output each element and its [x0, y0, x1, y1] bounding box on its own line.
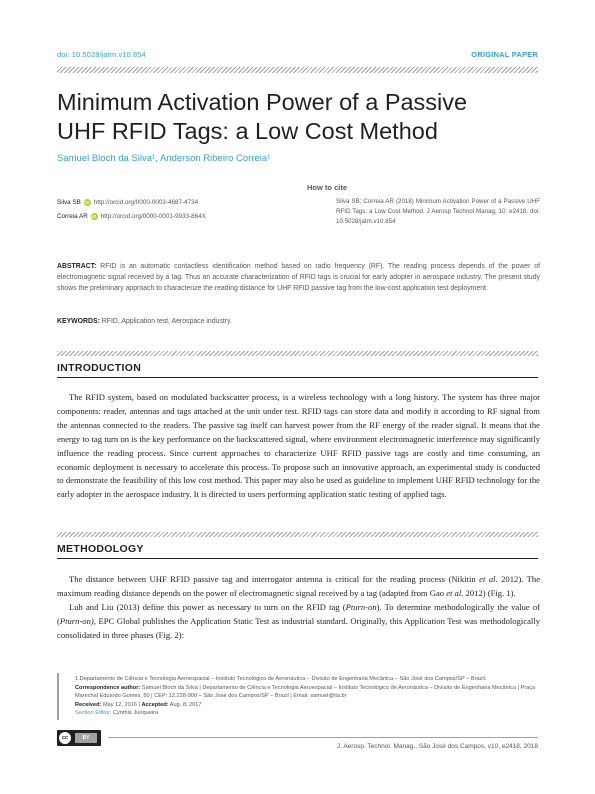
orcid-author-name: Correia AR	[57, 212, 88, 220]
methodology-paragraph-1	[57, 573, 540, 601]
footnotes	[75, 675, 540, 718]
text-run: 2012) (Fig. 1).	[463, 587, 516, 598]
correspondence-label: Correspondence author:	[75, 684, 141, 691]
keywords-label: KEYWORDS:	[57, 318, 100, 325]
introduction-body	[57, 391, 540, 502]
keywords-text: RFID, Application test, Aerospace industry.	[101, 318, 232, 325]
methodology-heading: METHODOLOGY	[57, 543, 144, 555]
accepted-date: Aug. 8, 2017	[169, 701, 202, 708]
author-list: Samuel Bloch da Silva¹, Anderson Ribeiro Correia¹	[57, 153, 271, 164]
correspondence-footnote	[75, 684, 540, 701]
text-run: Luh and Liu (2013) define this power as necessary to turn on the RFID tag (	[69, 601, 346, 612]
section-hatch-rule	[57, 351, 538, 356]
cc-icon: cc	[59, 732, 71, 744]
text-run: , EPC Global publishes the Application Static Test as industrial standard. Originally, this Application Test was methodologically consolidated in three phases (Fig. 2):	[57, 615, 540, 640]
abstract	[57, 262, 540, 294]
paper-type-label: ORIGINAL PAPER	[471, 50, 538, 59]
citation-text: Silva SB; Correia AR (2018) Minimum Activation Power of a Passive UHF RFID Tags: a Low Cost Method. J Aerosp Technol Manag, 10: e2418. doi: 10.5028/jatm.v10.854	[336, 198, 540, 225]
section-underline	[57, 377, 538, 378]
section-editor-name: Cynthia Junqueira	[112, 710, 159, 717]
correspondence-text: Samuel Bloch da Silva | Departamento de Ciência e Tecnologia Aeroespacial – Instituto Tecnológico de Aeronáutica – Divisão de Engenharia Mecânica | Praça Marechal Eduardo Gomes, 50 | CEP: 12.228-900 – São José dos Campos/SP – Brazil | Email: samuel@ita.br	[75, 684, 536, 700]
abstract-label: ABSTRACT:	[57, 263, 97, 270]
dates-footnote: Received: May 12, 2016 | Accepted: Aug. 8, 2017	[75, 701, 202, 708]
section-hatch-rule	[57, 532, 538, 537]
introduction-paragraph: The RFID system, based on modulated backscatter process, is a wireless technology with a long history. The system has three major components: reader, antennas and tags attached at the unit under test. RFID tags can store data and modify it according to RF signal from the antennas connected to the readers. The passive tag itself can harvest power from the RF energy of the reader signal. It means that the energy to tag turn on is the key performance on the backscattered signal, where environment electromagnetic interference may significantly influence the reading process. Since current approaches to characterize UHF RFID passive tags are costly and time consuming, an economic deployment is necessary to accelerate this process. To propose such an innovative approach, an experimental study is conducted to demonstrate the feasibility of this low cost method. This paper may also be used as guideline to implement UHF RFID technology for the early adopter in the aerospace industry. It is directed to users performing application static testing of applied tags.	[57, 392, 540, 500]
received-label: Received:	[75, 701, 102, 708]
methodology-paragraph-2	[57, 601, 540, 643]
title-line-1: Minimum Activation Power of a Passive	[57, 89, 468, 115]
section-editor-footnote	[75, 709, 540, 718]
abstract-text: RFID is an automatic contactless identification method based on radio frequency (RF). The reading process depends of the power of electromagnetic signal received by a tag. Thus an accurate characterization of RFID tags is crucial for early adopter in aerospace industry. The present study shows the preliminary approach to characterize the reading distance for UHF RFID passive tag from the low-cost application test deployment.	[57, 263, 541, 292]
section-editor-label: Section Editor:	[75, 710, 112, 717]
creative-commons-badge[interactable]	[57, 730, 101, 746]
affiliation-footnote: 1.Departamento de Ciência e Tecnologia Aeroespacial – Instituto Tecnológico de Aeronáutica – Divisão de Engenharia Mecânica – São José dos Campos/SP – Brazil.	[75, 676, 487, 682]
text-run: 2012). The maximum reading distance depends on the power of electromagnetic signal received by a tag (adapted from Gao	[57, 574, 541, 598]
orcid-link[interactable]: http://orcid.org/0000-0003-4687-4734	[93, 198, 199, 206]
header-row	[57, 50, 538, 60]
footer-rule	[108, 737, 538, 738]
text-run-italic: Pturn-on	[345, 601, 377, 612]
received-date: May 12, 2016	[103, 701, 137, 708]
text-run-italic: Pturn-on)	[59, 615, 94, 626]
text-run: ). To determine methodologically the value of (	[57, 601, 540, 626]
introduction-heading: INTRODUCTION	[57, 362, 142, 374]
orcid-author-name: Silva SB	[57, 198, 81, 206]
header-hatch-rule	[57, 67, 538, 73]
text-run-italic: et al.	[446, 587, 464, 598]
journal-footer: J. Aerosp. Technol. Manag., São José dos Campos, v10, e2418, 2018	[336, 743, 538, 750]
section-underline	[57, 558, 538, 559]
orcid-link[interactable]: http://orcid.org/0000-0001-9933-864X	[100, 212, 206, 220]
orcid-row-2	[57, 211, 206, 221]
accepted-label: Accepted:	[141, 701, 169, 708]
how-to-cite-label: How to cite	[307, 183, 348, 192]
text-run: The distance between UHF RFID passive tag and interrogator antenna is critical for the reading process (Nikitin	[69, 574, 480, 584]
footnote-divider	[57, 673, 59, 720]
orcid-row-1	[57, 197, 198, 207]
keywords	[57, 318, 232, 325]
orcid-icon: iD	[85, 199, 90, 205]
by-icon: BY	[75, 733, 97, 743]
doi-link[interactable]: doi: 10.5028/jatm.v10.854	[57, 50, 146, 59]
methodology-body	[57, 573, 540, 643]
paper-title	[57, 88, 547, 146]
orcid-icon: iD	[92, 213, 97, 219]
text-run-italic: et al.	[479, 574, 498, 584]
title-line-2: UHF RFID Tags: a Low Cost Method	[57, 118, 438, 144]
